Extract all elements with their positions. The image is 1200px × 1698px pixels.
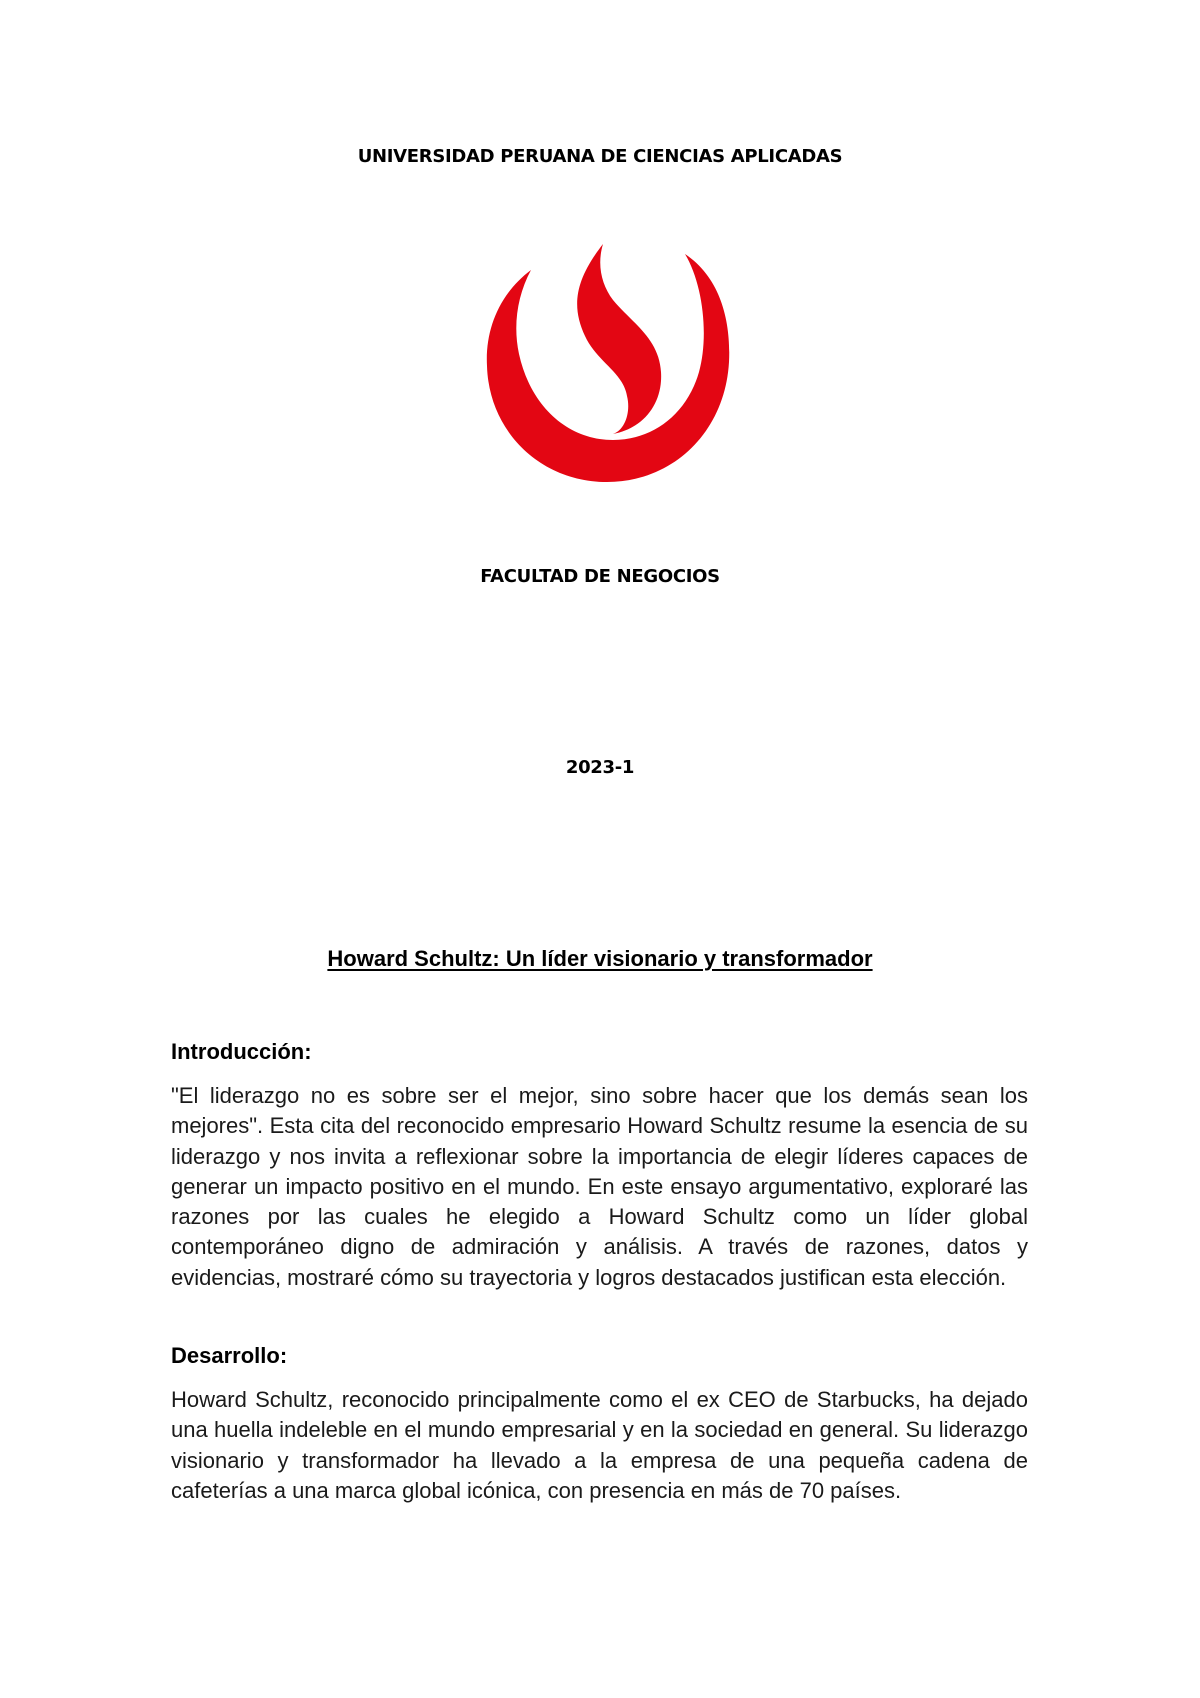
paragraph-text: Howard Schultz, reconocido principalmente como el ex CEO de Starbucks, ha dejado una huella indeleble en el mundo empresarial y en la sociedad en general. Su liderazgo visionario y transformador ha llevado a la empresa de una pequeña cadena de cafeterías a una marca global icónica, con presencia en más de 70 países.: [171, 1387, 1028, 1503]
logo-flame: [577, 244, 661, 434]
essay-title: Howard Schultz: Un líder visionario y transformador: [327, 946, 873, 971]
section-heading-introduction: [171, 1039, 1028, 1065]
logo-crescent: [487, 254, 729, 482]
section-paragraph-development: [171, 1385, 1028, 1506]
university-name: UNIVERSIDAD PERUANA DE CIENCIAS APLICADAS: [357, 146, 843, 167]
section-heading-text: Introducción:: [171, 1039, 312, 1064]
faculty-name: FACULTAD DE NEGOCIOS: [480, 566, 720, 587]
paragraph-text: "El liderazgo no es sobre ser el mejor, sino sobre hacer que los demás sean los mejores". Esta cita del reconocido empresario Howard Schultz resume la esencia de su liderazgo y nos invita a reflexionar sobre la importancia de elegir líderes capaces de generar un impacto positivo en el mundo. En este ensayo argumentativo, exploraré las razones por las cuales he elegido a Howard Schultz como un líder global contemporáneo digno de admiración y análisis. A través de razones, datos y evidencias, mostraré cómo su trayectoria y logros destacados justifican esta elección.: [171, 1083, 1028, 1290]
upc-flame-logo-icon: [485, 244, 731, 484]
academic-term: 2023-1: [565, 757, 635, 778]
section-heading-text: Desarrollo:: [171, 1343, 288, 1368]
section-paragraph-introduction: [171, 1081, 1028, 1293]
section-heading-development: [171, 1343, 1028, 1369]
